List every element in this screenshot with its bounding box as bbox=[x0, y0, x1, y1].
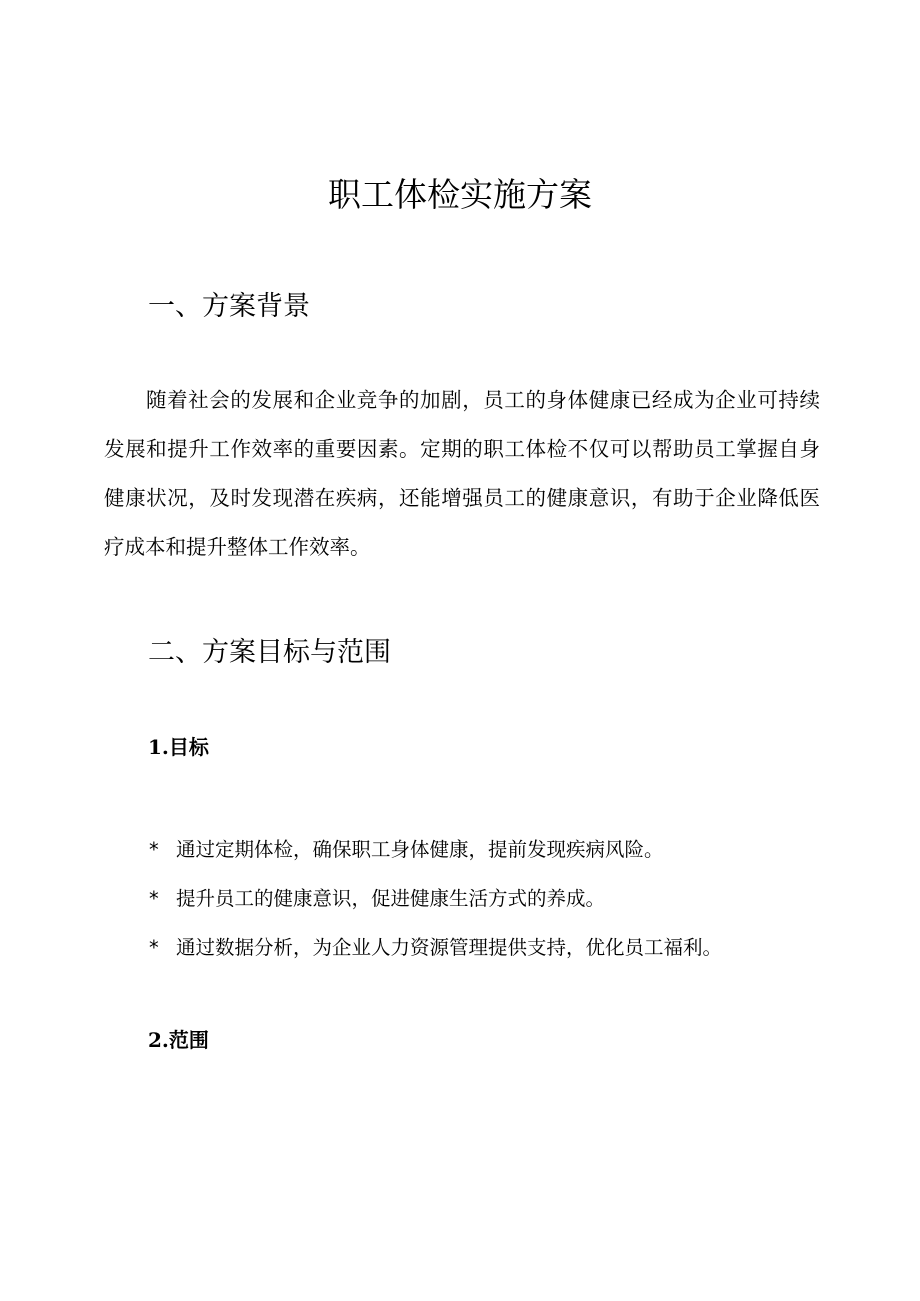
background-paragraph: 随着社会的发展和企业竞争的加剧，员工的身体健康已经成为企业可持续发展和提升工作效率的重要因素。定期的职工体检不仅可以帮助员工掌握自身健康状况，及时发现潜在疾病，还能增强员工的健康意识，有助于企业降低医疗成本和提升整体工作效率。 bbox=[104, 388, 820, 559]
document-title: 职工体检实施方案 bbox=[328, 175, 592, 214]
subheading-scope-number: 2. bbox=[148, 1028, 169, 1052]
asterisk-bullet-icon: * bbox=[148, 936, 160, 959]
list-item bbox=[148, 923, 722, 972]
asterisk-bullet-icon: * bbox=[148, 887, 160, 910]
section-heading-background: 一、方案背景 bbox=[148, 291, 310, 322]
subheading-goals-title: 目标 bbox=[168, 735, 209, 759]
section-heading-goals-scope: 二、方案目标与范围 bbox=[148, 637, 391, 668]
list-item bbox=[148, 825, 722, 874]
asterisk-bullet-icon: * bbox=[148, 838, 160, 861]
subheading-goals bbox=[148, 732, 209, 762]
subheading-scope-title: 范围 bbox=[168, 1028, 209, 1052]
list-item-text: 提升员工的健康意识，促进健康生活方式的养成。 bbox=[176, 887, 606, 910]
list-item bbox=[148, 874, 722, 923]
list-item-text: 通过定期体检，确保职工身体健康，提前发现疾病风险。 bbox=[176, 838, 664, 861]
goals-list bbox=[148, 825, 722, 972]
subheading-scope bbox=[148, 1025, 209, 1055]
subheading-goals-number: 1. bbox=[148, 735, 169, 759]
list-item-text: 通过数据分析，为企业人力资源管理提供支持，优化员工福利。 bbox=[176, 936, 723, 959]
